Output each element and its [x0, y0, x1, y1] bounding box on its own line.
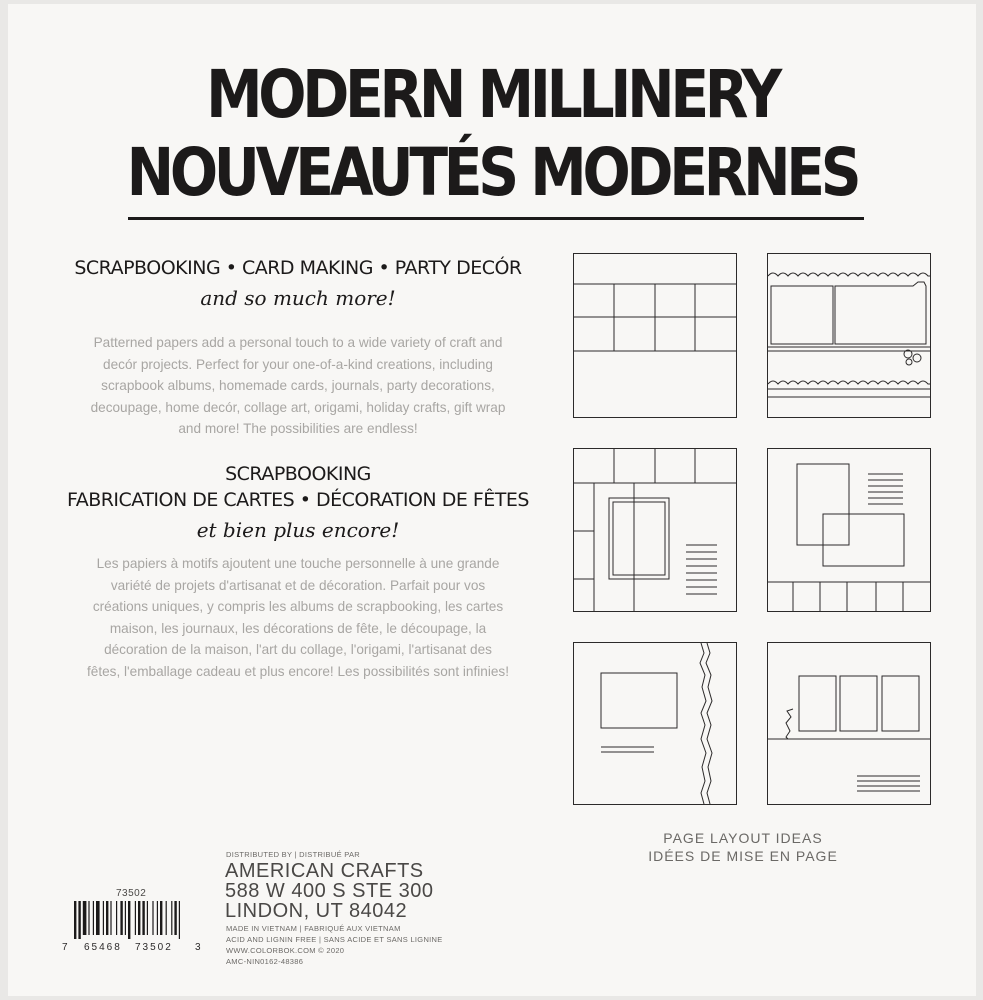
layout-diagram-overlap: [767, 448, 931, 612]
barcode-bar: [93, 901, 94, 935]
product-back-cover: [8, 4, 976, 996]
barcode-bar: [74, 901, 76, 939]
barcode-digit-first: 7: [62, 942, 68, 953]
layout-diagram-scallop: [767, 253, 931, 418]
distributed-by-label: DISTRIBUTED BY | DISTRIBUÉ PAR: [226, 850, 361, 859]
layouts-label-en: PAGE LAYOUT IDEAS: [663, 830, 823, 846]
french-paragraph-line: fêtes, l'emballage cadeau et plus encore! Les possibilités sont infinies!: [87, 663, 509, 679]
english-paragraph-line: Patterned papers add a personal touch to a wide variety of craft and: [93, 335, 503, 350]
french-paragraph: [38, 553, 558, 682]
barcode-bar: [160, 901, 162, 935]
barcode-bar: [138, 901, 140, 935]
barcode-bar: [125, 901, 126, 935]
sku-code-text: AMC-NIN0162-48386: [226, 957, 304, 966]
barcode-bar: [157, 901, 158, 935]
barcode-digits-right: 73502: [135, 942, 173, 953]
english-heading: SCRAPBOOKING • CARD MAKING • PARTY DECÓR: [74, 257, 522, 279]
title-divider: [128, 217, 864, 220]
barcode-bar: [179, 901, 180, 939]
barcode-bar: [116, 901, 117, 935]
english-paragraph-line: and more! The possibilities are endless!: [178, 421, 418, 436]
english-paragraph-line: decoupage, home decór, collage art, origami, holiday crafts, gift wrap: [90, 399, 506, 415]
barcode-bar: [110, 901, 111, 935]
french-paragraph-line: décoration de la maison, l'art du collage, l'origami, l'artisanat des: [104, 642, 492, 657]
barcode-bar: [83, 901, 87, 935]
english-paragraph: [48, 332, 548, 440]
title-english: MODERN MILLINERY: [206, 56, 778, 133]
barcode-digits-left: 65468: [84, 942, 122, 953]
french-paragraph-line: variété de projets d'artisanat et de décoration. Parfait pour vos: [110, 577, 486, 593]
barcode-bar: [106, 901, 108, 935]
website-text: WWW.COLORBOK.COM © 2020: [226, 946, 345, 955]
french-tagline: et bien plus encore!: [196, 518, 400, 542]
french-paragraph-line: maison, les journaux, les décorations de fête, le découpage, la: [109, 620, 487, 636]
distributor-address-line2: LINDON, UT 84042: [225, 900, 408, 922]
layouts-label-fr: IDÉES DE MISE EN PAGE: [648, 848, 838, 864]
layout-diagram-grid: [573, 253, 737, 418]
item-number: 73502: [116, 888, 147, 899]
french-paragraph-line: créations uniques, y compris les albums de scrapbooking, les cartes: [92, 599, 504, 614]
barcode-bar: [88, 901, 89, 935]
layout-diagram-triptych: [767, 642, 931, 805]
barcode-bar: [142, 901, 144, 935]
barcode-bar: [152, 901, 153, 935]
distributor-address-line1: 588 W 400 S STE 300: [225, 880, 434, 902]
french-heading-line2: FABRICATION DE CARTES • DÉCORATION DE FÊTES: [67, 489, 529, 511]
barcode-bar: [171, 901, 172, 935]
barcode: [74, 901, 190, 939]
layout-diagram-torn-edge: [573, 642, 737, 805]
french-heading-line1: SCRAPBOOKING: [225, 463, 371, 485]
barcode-bar: [135, 901, 136, 935]
title-french: NOUVEAUTÉS MODERNES: [126, 134, 858, 211]
layout-diagram-frame: [573, 448, 737, 612]
acid-free-text: ACID AND LIGNIN FREE | SANS ACIDE ET SANS LIGNINE: [226, 935, 443, 944]
barcode-bar: [147, 901, 148, 935]
made-in-text: MADE IN VIETNAM | FABRIQUÉ AUX VIETNAM: [226, 924, 401, 933]
barcode-bar: [96, 901, 100, 935]
barcode-bar: [103, 901, 104, 935]
barcode-bar: [166, 901, 167, 935]
barcode-bar: [120, 901, 122, 935]
barcode-bar: [174, 901, 176, 935]
english-paragraph-line: decór projects. Perfect for your one-of-a-kind creations, including: [103, 356, 493, 372]
barcode-bar: [78, 901, 80, 939]
french-paragraph-line: Les papiers à motifs ajoutent une touche personnelle à une grande: [96, 556, 500, 571]
barcode-digit-last: 3: [195, 942, 201, 953]
english-paragraph-line: scrapbook albums, homemade cards, journals, party decorations,: [101, 378, 495, 393]
english-tagline: and so much more!: [200, 286, 396, 310]
distributor-name: AMERICAN CRAFTS: [225, 860, 424, 882]
barcode-bar: [128, 901, 130, 939]
